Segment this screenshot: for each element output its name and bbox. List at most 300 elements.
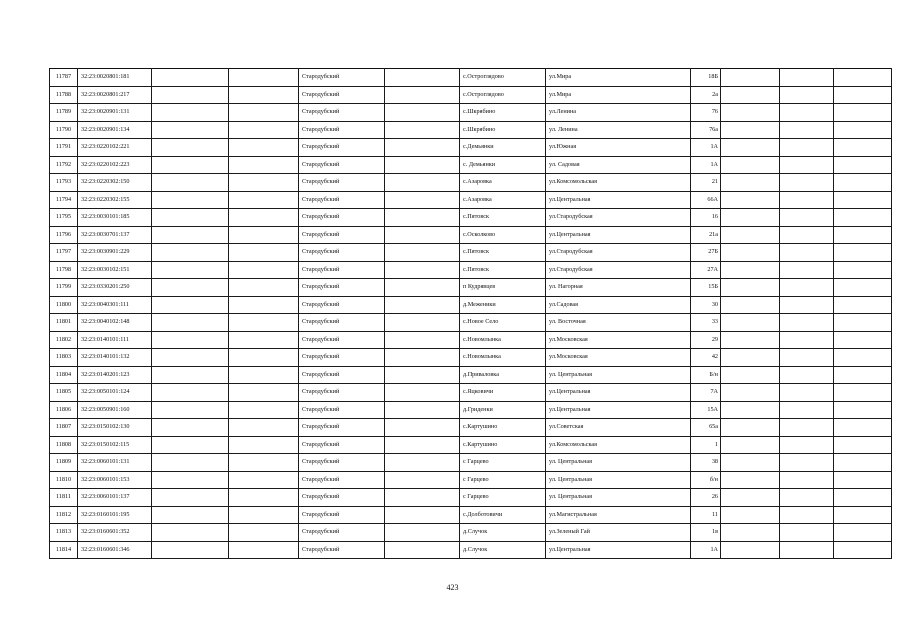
- table-row: [50, 104, 892, 122]
- empty-cell: [780, 366, 834, 384]
- row-number-cell: 11808: [50, 436, 78, 454]
- cadastral-number-cell: 32:23:0050101:124: [78, 384, 152, 402]
- row-number-cell: 11805: [50, 384, 78, 402]
- empty-cell: [780, 296, 834, 314]
- table-row: [50, 401, 892, 419]
- street-cell: ул.Стародубская: [546, 261, 691, 279]
- empty-cell: [152, 121, 229, 139]
- empty-cell: [780, 401, 834, 419]
- empty-cell: [834, 349, 892, 367]
- empty-cell: [721, 86, 780, 104]
- empty-cell: [152, 384, 229, 402]
- empty-cell: [834, 436, 892, 454]
- empty-cell: [229, 156, 299, 174]
- empty-cell: [229, 104, 299, 122]
- empty-cell: [229, 174, 299, 192]
- cadastral-number-cell: 32:23:0030101:185: [78, 209, 152, 227]
- empty-cell: [834, 419, 892, 437]
- locality-cell: с.Картушино: [460, 419, 546, 437]
- empty-cell: [152, 69, 229, 87]
- empty-cell: [721, 156, 780, 174]
- empty-cell: [721, 506, 780, 524]
- district-cell: Стародубский: [299, 541, 385, 559]
- district-cell: Стародубский: [299, 471, 385, 489]
- table-row: [50, 121, 892, 139]
- empty-cell: [721, 139, 780, 157]
- empty-cell: [780, 314, 834, 332]
- empty-cell: [152, 314, 229, 332]
- street-cell: ул.Мира: [546, 69, 691, 87]
- locality-cell: с.Остроглядово: [460, 86, 546, 104]
- street-cell: ул.Южная: [546, 139, 691, 157]
- empty-cell: [780, 121, 834, 139]
- empty-cell: [152, 139, 229, 157]
- cadastral-number-cell: 32:23:0020901:134: [78, 121, 152, 139]
- empty-cell: [229, 454, 299, 472]
- district-cell: Стародубский: [299, 226, 385, 244]
- empty-cell: [229, 489, 299, 507]
- empty-cell: [229, 261, 299, 279]
- locality-cell: с.Картушино: [460, 436, 546, 454]
- row-number-cell: 11814: [50, 541, 78, 559]
- house-number-cell: 76: [691, 104, 721, 122]
- empty-cell: [385, 156, 460, 174]
- district-cell: Стародубский: [299, 174, 385, 192]
- district-cell: Стародубский: [299, 244, 385, 262]
- table-row: [50, 174, 892, 192]
- empty-cell: [229, 279, 299, 297]
- locality-cell: с Гарцево: [460, 489, 546, 507]
- house-number-cell: 21а: [691, 226, 721, 244]
- street-cell: ул. Центральная: [546, 366, 691, 384]
- district-cell: Стародубский: [299, 524, 385, 542]
- table-row: [50, 156, 892, 174]
- empty-cell: [780, 349, 834, 367]
- empty-cell: [229, 331, 299, 349]
- table-row: [50, 366, 892, 384]
- empty-cell: [152, 191, 229, 209]
- house-number-cell: 11: [691, 506, 721, 524]
- empty-cell: [721, 69, 780, 87]
- empty-cell: [780, 419, 834, 437]
- table-row: [50, 436, 892, 454]
- empty-cell: [834, 86, 892, 104]
- empty-cell: [385, 226, 460, 244]
- empty-cell: [721, 489, 780, 507]
- district-cell: Стародубский: [299, 296, 385, 314]
- empty-cell: [780, 139, 834, 157]
- empty-cell: [780, 279, 834, 297]
- table-row: [50, 454, 892, 472]
- empty-cell: [721, 366, 780, 384]
- district-cell: Стародубский: [299, 69, 385, 87]
- empty-cell: [721, 296, 780, 314]
- house-number-cell: 65а: [691, 419, 721, 437]
- district-cell: Стародубский: [299, 279, 385, 297]
- locality-cell: с.Пятовск: [460, 261, 546, 279]
- empty-cell: [780, 226, 834, 244]
- district-cell: Стародубский: [299, 331, 385, 349]
- empty-cell: [721, 261, 780, 279]
- empty-cell: [834, 471, 892, 489]
- empty-cell: [152, 209, 229, 227]
- empty-cell: [721, 524, 780, 542]
- table-row: [50, 244, 892, 262]
- cadastral-number-cell: 32:23:0040102:148: [78, 314, 152, 332]
- empty-cell: [385, 296, 460, 314]
- empty-cell: [229, 471, 299, 489]
- house-number-cell: 30: [691, 296, 721, 314]
- row-number-cell: 11788: [50, 86, 78, 104]
- locality-cell: с.Остроглядово: [460, 69, 546, 87]
- empty-cell: [385, 506, 460, 524]
- empty-cell: [385, 314, 460, 332]
- street-cell: ул.Стародубская: [546, 244, 691, 262]
- empty-cell: [780, 244, 834, 262]
- empty-cell: [780, 454, 834, 472]
- locality-cell: с.Новое Село: [460, 314, 546, 332]
- cadastral-number-cell: 32:23:0140101:132: [78, 349, 152, 367]
- cadastral-number-cell: 32:23:0050901:160: [78, 401, 152, 419]
- house-number-cell: 27Б: [691, 244, 721, 262]
- empty-cell: [780, 191, 834, 209]
- empty-cell: [721, 384, 780, 402]
- row-number-cell: 11792: [50, 156, 78, 174]
- empty-cell: [780, 541, 834, 559]
- cadastral-number-cell: 32:23:0060101:153: [78, 471, 152, 489]
- street-cell: ул. Ленина: [546, 121, 691, 139]
- empty-cell: [834, 139, 892, 157]
- district-cell: Стародубский: [299, 454, 385, 472]
- locality-cell: д.Меженики: [460, 296, 546, 314]
- table-row: [50, 139, 892, 157]
- empty-cell: [152, 226, 229, 244]
- house-number-cell: 2а: [691, 86, 721, 104]
- empty-cell: [385, 541, 460, 559]
- street-cell: ул. Нагорная: [546, 279, 691, 297]
- empty-cell: [152, 156, 229, 174]
- cadastral-number-cell: 32:23:0030701:137: [78, 226, 152, 244]
- empty-cell: [152, 471, 229, 489]
- empty-cell: [721, 226, 780, 244]
- row-number-cell: 11795: [50, 209, 78, 227]
- empty-cell: [721, 349, 780, 367]
- empty-cell: [152, 296, 229, 314]
- street-cell: ул. Центральная: [546, 471, 691, 489]
- empty-cell: [385, 349, 460, 367]
- table-row: [50, 419, 892, 437]
- table-row: [50, 314, 892, 332]
- table-row: [50, 384, 892, 402]
- cadastral-number-cell: 32:23:0220302:155: [78, 191, 152, 209]
- street-cell: ул.Магистральная: [546, 506, 691, 524]
- empty-cell: [152, 86, 229, 104]
- empty-cell: [721, 121, 780, 139]
- street-cell: ул.Центральная: [546, 384, 691, 402]
- row-number-cell: 11787: [50, 69, 78, 87]
- street-cell: ул.Московская: [546, 331, 691, 349]
- empty-cell: [834, 174, 892, 192]
- house-number-cell: 18Б: [691, 69, 721, 87]
- empty-cell: [834, 524, 892, 542]
- district-cell: Стародубский: [299, 349, 385, 367]
- locality-cell: с.Новомлынка: [460, 349, 546, 367]
- row-number-cell: 11794: [50, 191, 78, 209]
- empty-cell: [229, 226, 299, 244]
- empty-cell: [721, 401, 780, 419]
- district-cell: Стародубский: [299, 121, 385, 139]
- locality-cell: с.Новомлынка: [460, 331, 546, 349]
- cadastral-number-cell: 32:23:0160601:352: [78, 524, 152, 542]
- cadastral-number-cell: 32:23:0140201:123: [78, 366, 152, 384]
- empty-cell: [721, 436, 780, 454]
- registry-table: [49, 68, 892, 559]
- empty-cell: [780, 506, 834, 524]
- cadastral-number-cell: 32:23:0220102:223: [78, 156, 152, 174]
- empty-cell: [229, 349, 299, 367]
- page-number: 423: [446, 583, 459, 592]
- empty-cell: [834, 384, 892, 402]
- cadastral-number-cell: 32:23:0020801:217: [78, 86, 152, 104]
- cadastral-number-cell: 32:23:0030901:229: [78, 244, 152, 262]
- empty-cell: [229, 209, 299, 227]
- empty-cell: [229, 314, 299, 332]
- empty-cell: [721, 454, 780, 472]
- street-cell: ул.Мира: [546, 86, 691, 104]
- locality-cell: с. Демьянки: [460, 156, 546, 174]
- locality-cell: с.Пятовск: [460, 209, 546, 227]
- cadastral-number-cell: 32:23:0030102:151: [78, 261, 152, 279]
- district-cell: Стародубский: [299, 209, 385, 227]
- street-cell: ул.Московская: [546, 349, 691, 367]
- empty-cell: [780, 156, 834, 174]
- empty-cell: [385, 121, 460, 139]
- empty-cell: [780, 174, 834, 192]
- table-row: [50, 279, 892, 297]
- empty-cell: [152, 174, 229, 192]
- empty-cell: [152, 454, 229, 472]
- house-number-cell: 26: [691, 489, 721, 507]
- empty-cell: [780, 524, 834, 542]
- street-cell: ул.Центральная: [546, 226, 691, 244]
- cadastral-number-cell: 32:23:0020901:131: [78, 104, 152, 122]
- empty-cell: [385, 419, 460, 437]
- empty-cell: [229, 69, 299, 87]
- district-cell: Стародубский: [299, 314, 385, 332]
- street-cell: ул. Садовая: [546, 156, 691, 174]
- empty-cell: [152, 436, 229, 454]
- street-cell: ул.Советская: [546, 419, 691, 437]
- empty-cell: [721, 104, 780, 122]
- locality-cell: д.Случок: [460, 541, 546, 559]
- street-cell: ул.Центральная: [546, 191, 691, 209]
- locality-cell: с.Пятовск: [460, 244, 546, 262]
- table-row: [50, 69, 892, 87]
- empty-cell: [721, 419, 780, 437]
- row-number-cell: 11803: [50, 349, 78, 367]
- empty-cell: [229, 296, 299, 314]
- locality-cell: д.Гриденки: [460, 401, 546, 419]
- table-row: [50, 489, 892, 507]
- empty-cell: [152, 104, 229, 122]
- table-row: [50, 209, 892, 227]
- empty-cell: [834, 489, 892, 507]
- empty-cell: [780, 104, 834, 122]
- empty-cell: [834, 506, 892, 524]
- empty-cell: [385, 524, 460, 542]
- empty-cell: [780, 69, 834, 87]
- house-number-cell: 21: [691, 174, 721, 192]
- district-cell: Стародубский: [299, 104, 385, 122]
- empty-cell: [152, 366, 229, 384]
- empty-cell: [229, 139, 299, 157]
- empty-cell: [152, 489, 229, 507]
- locality-cell: с.Азаровка: [460, 191, 546, 209]
- empty-cell: [780, 471, 834, 489]
- empty-cell: [385, 69, 460, 87]
- empty-cell: [385, 366, 460, 384]
- cadastral-number-cell: 32:23:0060101:137: [78, 489, 152, 507]
- empty-cell: [834, 261, 892, 279]
- house-number-cell: б/н: [691, 471, 721, 489]
- empty-cell: [385, 104, 460, 122]
- empty-cell: [385, 454, 460, 472]
- empty-cell: [152, 349, 229, 367]
- street-cell: ул. Восточная: [546, 314, 691, 332]
- empty-cell: [229, 524, 299, 542]
- table-row: [50, 541, 892, 559]
- empty-cell: [385, 244, 460, 262]
- empty-cell: [229, 384, 299, 402]
- district-cell: Стародубский: [299, 489, 385, 507]
- empty-cell: [152, 524, 229, 542]
- empty-cell: [721, 279, 780, 297]
- table-row: [50, 191, 892, 209]
- locality-cell: с Гарцево: [460, 454, 546, 472]
- empty-cell: [229, 419, 299, 437]
- row-number-cell: 11802: [50, 331, 78, 349]
- empty-cell: [229, 506, 299, 524]
- street-cell: ул.Стародубская: [546, 209, 691, 227]
- empty-cell: [834, 69, 892, 87]
- street-cell: ул.Комсомольская: [546, 436, 691, 454]
- empty-cell: [152, 541, 229, 559]
- table-row: [50, 331, 892, 349]
- empty-cell: [385, 261, 460, 279]
- empty-cell: [152, 244, 229, 262]
- locality-cell: с.Шкрябино: [460, 121, 546, 139]
- empty-cell: [834, 226, 892, 244]
- row-number-cell: 11793: [50, 174, 78, 192]
- table-row: [50, 506, 892, 524]
- empty-cell: [385, 86, 460, 104]
- district-cell: Стародубский: [299, 139, 385, 157]
- empty-cell: [834, 121, 892, 139]
- empty-cell: [385, 279, 460, 297]
- empty-cell: [229, 244, 299, 262]
- house-number-cell: 7А: [691, 384, 721, 402]
- cadastral-number-cell: 32:23:0160601:346: [78, 541, 152, 559]
- empty-cell: [834, 366, 892, 384]
- empty-cell: [229, 86, 299, 104]
- cadastral-number-cell: 32:23:0150102:130: [78, 419, 152, 437]
- cadastral-number-cell: 32:23:0220302:150: [78, 174, 152, 192]
- cadastral-number-cell: 32:23:0020801:181: [78, 69, 152, 87]
- street-cell: ул.Садовая: [546, 296, 691, 314]
- empty-cell: [834, 191, 892, 209]
- row-number-cell: 11790: [50, 121, 78, 139]
- empty-cell: [385, 174, 460, 192]
- cadastral-number-cell: 32:23:0150102:115: [78, 436, 152, 454]
- district-cell: Стародубский: [299, 261, 385, 279]
- empty-cell: [152, 279, 229, 297]
- locality-cell: с Гарцево: [460, 471, 546, 489]
- empty-cell: [721, 244, 780, 262]
- empty-cell: [834, 541, 892, 559]
- row-number-cell: 11791: [50, 139, 78, 157]
- empty-cell: [385, 209, 460, 227]
- registry-table-body: [50, 69, 892, 559]
- empty-cell: [721, 174, 780, 192]
- empty-cell: [229, 401, 299, 419]
- house-number-cell: 15Б: [691, 279, 721, 297]
- empty-cell: [385, 331, 460, 349]
- cadastral-number-cell: 32:23:0330201:250: [78, 279, 152, 297]
- street-cell: ул.Центральная: [546, 401, 691, 419]
- empty-cell: [834, 156, 892, 174]
- empty-cell: [229, 366, 299, 384]
- street-cell: ул. Центральная: [546, 489, 691, 507]
- row-number-cell: 11789: [50, 104, 78, 122]
- house-number-cell: 29: [691, 331, 721, 349]
- empty-cell: [229, 121, 299, 139]
- empty-cell: [152, 419, 229, 437]
- empty-cell: [229, 191, 299, 209]
- empty-cell: [834, 279, 892, 297]
- row-number-cell: 11799: [50, 279, 78, 297]
- street-cell: ул.Центральная: [546, 541, 691, 559]
- house-number-cell: 1в: [691, 524, 721, 542]
- empty-cell: [721, 314, 780, 332]
- row-number-cell: 11812: [50, 506, 78, 524]
- house-number-cell: Б/н: [691, 366, 721, 384]
- row-number-cell: 11811: [50, 489, 78, 507]
- district-cell: Стародубский: [299, 401, 385, 419]
- empty-cell: [152, 331, 229, 349]
- empty-cell: [780, 209, 834, 227]
- empty-cell: [834, 296, 892, 314]
- cadastral-number-cell: 32:23:0040301:111: [78, 296, 152, 314]
- empty-cell: [229, 436, 299, 454]
- empty-cell: [721, 471, 780, 489]
- empty-cell: [780, 331, 834, 349]
- house-number-cell: 38: [691, 454, 721, 472]
- empty-cell: [721, 541, 780, 559]
- table-row: [50, 226, 892, 244]
- locality-cell: с.Шкрябино: [460, 104, 546, 122]
- empty-cell: [385, 489, 460, 507]
- empty-cell: [780, 384, 834, 402]
- cadastral-number-cell: 32:23:0160101:195: [78, 506, 152, 524]
- district-cell: Стародубский: [299, 436, 385, 454]
- house-number-cell: 1: [691, 436, 721, 454]
- row-number-cell: 11804: [50, 366, 78, 384]
- empty-cell: [152, 261, 229, 279]
- house-number-cell: 76а: [691, 121, 721, 139]
- empty-cell: [721, 191, 780, 209]
- cadastral-number-cell: 32:23:0140101:111: [78, 331, 152, 349]
- empty-cell: [834, 454, 892, 472]
